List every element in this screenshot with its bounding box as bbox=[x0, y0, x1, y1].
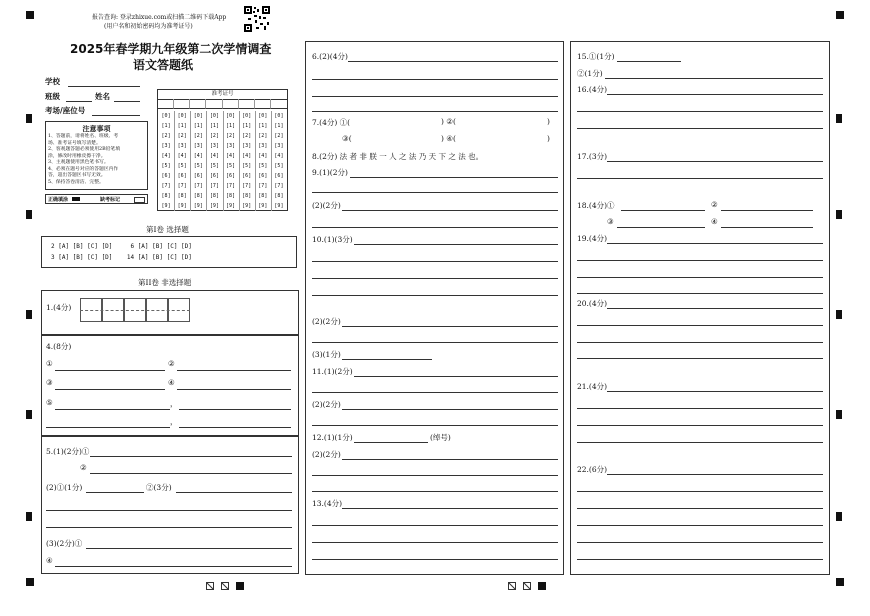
exam-id-bubble[interactable]: [1] bbox=[242, 123, 252, 129]
exam-id-bubble[interactable]: [8] bbox=[193, 193, 203, 199]
answer-line[interactable] bbox=[577, 178, 823, 179]
question-22-label: 22.(6分) bbox=[577, 465, 608, 474]
exam-id-bubble[interactable]: [3] bbox=[242, 143, 252, 149]
exam-id-bubble[interactable]: [5] bbox=[242, 163, 252, 169]
exam-id-bubble[interactable]: [2] bbox=[193, 133, 203, 139]
corner-mark bbox=[26, 11, 34, 19]
exam-id-bubble[interactable]: [3] bbox=[258, 143, 268, 149]
report-notice: 报告查询: 登录zhixue.com或扫描二维码下载App bbox=[92, 14, 227, 21]
exam-id-bubble[interactable]: [8] bbox=[274, 193, 284, 199]
fill-legend bbox=[45, 194, 148, 204]
question-7-label: 7.(4分) ①( bbox=[312, 118, 351, 127]
answer-line[interactable] bbox=[342, 409, 558, 410]
answer-line[interactable] bbox=[342, 459, 558, 460]
answer-line[interactable] bbox=[342, 359, 432, 360]
answer-line[interactable] bbox=[179, 427, 291, 428]
exam-id-bubble[interactable]: [6] bbox=[274, 173, 284, 179]
answer-line[interactable] bbox=[621, 210, 705, 211]
answer-line[interactable] bbox=[721, 227, 813, 228]
notes-line: 2、客观题答题必须使用2B铅笔填 bbox=[48, 147, 120, 152]
exam-id-bubble[interactable]: [6] bbox=[161, 173, 171, 179]
q5-item: ④ bbox=[46, 556, 53, 565]
exam-id-bubble[interactable]: [4] bbox=[226, 153, 236, 159]
exam-id-bubble[interactable]: [9] bbox=[226, 203, 236, 209]
answer-line[interactable] bbox=[577, 277, 823, 278]
exam-id-bubble[interactable]: [5] bbox=[258, 163, 268, 169]
exam-id-bubble[interactable]: [1] bbox=[177, 123, 187, 129]
exam-id-column bbox=[223, 111, 240, 211]
question-1-box bbox=[41, 290, 299, 335]
answer-line[interactable] bbox=[177, 370, 291, 371]
class-label: 班级 bbox=[45, 92, 60, 101]
question-21-label: 21.(4分) bbox=[577, 382, 608, 391]
name-label: 姓名 bbox=[95, 92, 110, 101]
question-18-label: 18.(4分)① bbox=[577, 201, 615, 210]
exam-id-bubble[interactable]: [9] bbox=[274, 203, 284, 209]
answer-line[interactable] bbox=[577, 128, 823, 129]
answer-line[interactable] bbox=[312, 491, 558, 492]
answer-line[interactable] bbox=[55, 566, 292, 567]
edge-mark bbox=[26, 210, 32, 219]
exam-id-column bbox=[190, 111, 207, 211]
edge-mark bbox=[26, 512, 32, 521]
crossed-square-icon bbox=[523, 582, 531, 590]
answer-line[interactable] bbox=[312, 192, 558, 193]
exam-id-bubble[interactable]: [1] bbox=[193, 123, 203, 129]
exam-id-bubble[interactable]: [4] bbox=[209, 153, 219, 159]
correct-fill-label: 正确填涂 bbox=[48, 197, 69, 203]
exam-id-bubble[interactable]: [8] bbox=[161, 193, 171, 199]
exam-id-digit-box[interactable] bbox=[174, 99, 190, 109]
exam-id-column bbox=[174, 111, 191, 211]
exam-id-bubble[interactable]: [2] bbox=[242, 133, 252, 139]
notes-line: 答，超出答题区书写无效。 bbox=[48, 173, 106, 178]
exam-id-bubble[interactable]: [2] bbox=[209, 133, 219, 139]
choice-box bbox=[41, 236, 297, 268]
q4-item: ① bbox=[46, 359, 53, 368]
answer-line[interactable] bbox=[605, 78, 823, 79]
exam-id-bubble[interactable]: [4] bbox=[161, 153, 171, 159]
answer-line[interactable] bbox=[46, 510, 292, 511]
answer-line[interactable] bbox=[577, 111, 823, 112]
exam-id-bubble[interactable]: [3] bbox=[193, 143, 203, 149]
q7-paren: ) ②( bbox=[441, 117, 456, 126]
right-answer-area bbox=[570, 41, 830, 575]
exam-id-bubble[interactable]: [8] bbox=[258, 193, 268, 199]
section1-title: 第I卷 选择题 bbox=[146, 225, 189, 234]
answer-line[interactable] bbox=[350, 177, 558, 178]
answer-line[interactable] bbox=[348, 61, 558, 62]
exam-id-bubble[interactable]: [5] bbox=[226, 163, 236, 169]
q5-item: ②(3分) bbox=[146, 483, 172, 492]
q18-item: ② bbox=[711, 200, 718, 209]
question-13-label: 13.(4分) bbox=[312, 499, 343, 508]
section2-title: 第II卷 非选择题 bbox=[138, 278, 192, 287]
edge-mark bbox=[26, 310, 32, 319]
exam-id-bubble[interactable]: [9] bbox=[177, 203, 187, 209]
notes-line: 5、保持答卷清洁、完整。 bbox=[48, 179, 104, 185]
answer-line[interactable] bbox=[312, 79, 558, 80]
answer-line[interactable] bbox=[312, 96, 558, 97]
edge-mark bbox=[836, 310, 842, 319]
answer-line[interactable] bbox=[177, 389, 291, 390]
exam-id-bubble[interactable]: [3] bbox=[177, 143, 187, 149]
answer-line[interactable] bbox=[577, 491, 823, 492]
exam-id-column bbox=[271, 111, 287, 211]
corner-mark bbox=[836, 11, 844, 19]
edge-mark bbox=[26, 114, 32, 123]
answer-line[interactable] bbox=[312, 475, 558, 476]
exam-id-digit-box[interactable] bbox=[158, 99, 174, 109]
room-seat-field[interactable] bbox=[92, 115, 140, 116]
filled-square-icon bbox=[538, 582, 546, 590]
answer-line[interactable] bbox=[577, 358, 823, 359]
exam-id-bubble[interactable]: [4] bbox=[193, 153, 203, 159]
exam-id-bubble[interactable]: [3] bbox=[161, 143, 171, 149]
exam-id-bubble[interactable]: [2] bbox=[226, 133, 236, 139]
q4-item: ② bbox=[168, 359, 175, 368]
answer-line[interactable] bbox=[577, 408, 823, 409]
answer-line[interactable] bbox=[577, 325, 823, 326]
exam-id-digit-box[interactable] bbox=[271, 99, 287, 109]
exam-id-bubble[interactable]: [9] bbox=[258, 203, 268, 209]
exam-id-bubble[interactable]: [5] bbox=[209, 163, 219, 169]
question-8-label: 8.(2分) 法 者 非 朕 一 人 之 法 乃 天 下 之 法 也。 bbox=[312, 152, 484, 161]
exam-id-bubble[interactable]: [7] bbox=[226, 183, 236, 189]
question-1-label: 1.(4分) bbox=[46, 303, 72, 312]
answer-line[interactable] bbox=[312, 425, 558, 426]
school-field[interactable] bbox=[68, 86, 140, 87]
answer-line[interactable] bbox=[312, 542, 558, 543]
notes-line: 4、必须在题号对应的答题区内作 bbox=[48, 166, 119, 172]
question-12-2-label: (2)(2分) bbox=[312, 450, 341, 459]
comma: ， bbox=[170, 417, 178, 426]
exam-id-bubble[interactable]: [9] bbox=[193, 203, 203, 209]
page-subtitle: 语文答题纸 bbox=[133, 58, 194, 72]
edge-mark bbox=[836, 410, 842, 419]
exam-id-bubble[interactable]: [6] bbox=[193, 173, 203, 179]
exam-id-bubble[interactable]: [2] bbox=[258, 133, 268, 139]
q18-item: ④ bbox=[711, 217, 718, 226]
comma: ， bbox=[170, 399, 178, 408]
exam-id-column bbox=[239, 111, 256, 211]
answer-line[interactable] bbox=[55, 389, 165, 390]
question-4-box bbox=[41, 335, 299, 436]
edge-mark bbox=[836, 114, 842, 123]
char-box-guide bbox=[80, 310, 190, 311]
answer-line[interactable] bbox=[312, 559, 558, 560]
exam-id-bubble[interactable]: [3] bbox=[274, 143, 284, 149]
answer-line[interactable] bbox=[55, 409, 170, 410]
exam-id-bubble[interactable]: [4] bbox=[177, 153, 187, 159]
question-12-1-label: 12.(1)(1分) bbox=[312, 433, 353, 442]
exam-id-bubble[interactable]: [6] bbox=[177, 173, 187, 179]
question-10-2-label: (2)(2分) bbox=[312, 317, 341, 326]
exam-id-bubble[interactable]: [1] bbox=[258, 123, 268, 129]
answer-line[interactable] bbox=[617, 227, 705, 228]
absent-mark-label: 缺考标记 bbox=[100, 197, 121, 203]
answer-line[interactable] bbox=[46, 527, 292, 528]
exam-id-bubble[interactable]: [9] bbox=[242, 203, 252, 209]
corner-mark bbox=[836, 578, 844, 586]
exam-id-bubble[interactable]: [0] bbox=[209, 113, 219, 119]
exam-id-bubble[interactable]: [2] bbox=[161, 133, 171, 139]
notes-line: 涂，修改时用橡皮擦干净。 bbox=[48, 153, 106, 159]
school-label: 学校 bbox=[45, 77, 60, 86]
exam-id-bubble[interactable]: [4] bbox=[258, 153, 268, 159]
exam-id-bubble[interactable]: [0] bbox=[177, 113, 187, 119]
name-field[interactable] bbox=[114, 101, 140, 102]
answer-line[interactable] bbox=[607, 161, 823, 162]
answer-line[interactable] bbox=[721, 210, 813, 211]
notes-box bbox=[45, 121, 148, 190]
answer-line[interactable] bbox=[577, 508, 823, 509]
answer-line[interactable] bbox=[46, 427, 170, 428]
exam-id-bubble[interactable]: [0] bbox=[274, 113, 284, 119]
question-11-1-label: 11.(1)(2分) bbox=[312, 367, 353, 376]
answer-line[interactable] bbox=[312, 111, 558, 112]
answer-line[interactable] bbox=[179, 409, 291, 410]
q4-item: ③ bbox=[46, 378, 53, 387]
answer-line[interactable] bbox=[577, 260, 823, 261]
crossed-square-icon bbox=[206, 582, 214, 590]
question-5-box bbox=[41, 436, 299, 574]
exam-id-bubble[interactable]: [6] bbox=[242, 173, 252, 179]
exam-id-bubble[interactable]: [7] bbox=[209, 183, 219, 189]
answer-line[interactable] bbox=[342, 508, 558, 509]
notes-title: 注意事项 bbox=[82, 125, 111, 133]
notes-line: 3、主观题使用黑色笔书写。 bbox=[48, 160, 109, 165]
answer-line[interactable] bbox=[312, 227, 558, 228]
answer-line[interactable] bbox=[607, 243, 823, 244]
q7-item: ③( bbox=[342, 134, 352, 143]
answer-line[interactable] bbox=[312, 278, 558, 279]
exam-id-bubble[interactable]: [7] bbox=[258, 183, 268, 189]
answer-line[interactable] bbox=[617, 61, 681, 62]
exam-id-bubble[interactable]: [1] bbox=[226, 123, 236, 129]
notes-line: 场、准考证号填写清楚。 bbox=[48, 140, 101, 146]
answer-line[interactable] bbox=[577, 342, 823, 343]
notes-line: 1、答题前，请将姓名、班级、考 bbox=[48, 134, 119, 139]
login-notice: (用户名和初始密码均为准考证号) bbox=[104, 23, 193, 30]
exam-id-bubble[interactable]: [3] bbox=[226, 143, 236, 149]
page-title: 2025年春学期九年级第二次学情调查 bbox=[70, 42, 272, 56]
exam-id-bubble[interactable]: [1] bbox=[161, 123, 171, 129]
exam-id-bubble[interactable]: [6] bbox=[209, 173, 219, 179]
exam-id-bubble[interactable]: [9] bbox=[209, 203, 219, 209]
exam-id-bubble[interactable]: [0] bbox=[242, 113, 252, 119]
exam-id-bubble[interactable]: [2] bbox=[177, 133, 187, 139]
exam-id-bubble[interactable]: [8] bbox=[177, 193, 187, 199]
exam-id-bubble[interactable]: [6] bbox=[258, 173, 268, 179]
exam-id-bubble[interactable]: [2] bbox=[274, 133, 284, 139]
exam-id-digit-box[interactable] bbox=[190, 99, 206, 109]
answer-line[interactable] bbox=[312, 525, 558, 526]
answer-line[interactable] bbox=[354, 244, 558, 245]
exam-id-bubble[interactable]: [0] bbox=[226, 113, 236, 119]
exam-id-bubble[interactable]: [7] bbox=[242, 183, 252, 189]
exam-id-digit-box[interactable] bbox=[239, 99, 255, 109]
exam-id-column bbox=[158, 111, 175, 211]
q7-paren: ) bbox=[547, 117, 550, 126]
exam-id-bubble[interactable]: [1] bbox=[209, 123, 219, 129]
answer-line[interactable] bbox=[312, 392, 558, 393]
exam-id-bubble[interactable]: [8] bbox=[209, 193, 219, 199]
answer-line[interactable] bbox=[176, 492, 292, 493]
q4-item: ④ bbox=[168, 378, 175, 387]
question-16-label: 16.(4分) bbox=[577, 85, 608, 94]
question-19-label: 19.(4分) bbox=[577, 234, 608, 243]
answer-line[interactable] bbox=[607, 94, 823, 95]
exam-id-digit-box[interactable] bbox=[206, 99, 222, 109]
exam-id-bubble[interactable]: [0] bbox=[258, 113, 268, 119]
answer-line[interactable] bbox=[55, 370, 165, 371]
answer-line[interactable] bbox=[312, 342, 558, 343]
choice-row[interactable]: 3 [A] [B] [C] [D] 14 [A] [B] [C] [D] bbox=[51, 254, 192, 261]
answer-line[interactable] bbox=[90, 473, 292, 474]
question-9-1-label: 9.(1)(2分) bbox=[312, 168, 348, 177]
exam-id-label: 准考证号 bbox=[158, 90, 287, 100]
answer-line[interactable] bbox=[577, 293, 823, 294]
correct-fill-sample bbox=[72, 197, 80, 201]
middle-answer-area bbox=[305, 41, 564, 575]
exam-id-bubble[interactable]: [7] bbox=[161, 183, 171, 189]
answer-line[interactable] bbox=[354, 376, 558, 377]
q7-paren: ) ④( bbox=[441, 134, 456, 143]
exam-id-bubble[interactable]: [3] bbox=[209, 143, 219, 149]
q12-suffix: (绰号) bbox=[430, 433, 451, 442]
question-10-3-label: (3)(1分) bbox=[312, 350, 341, 359]
exam-id-bubble[interactable]: [7] bbox=[274, 183, 284, 189]
answer-line[interactable] bbox=[577, 442, 823, 443]
answer-line[interactable] bbox=[90, 456, 292, 457]
question-5-1-label: 5.(1)(2分)① bbox=[46, 447, 90, 456]
edge-mark bbox=[26, 410, 32, 419]
answer-line[interactable] bbox=[577, 525, 823, 526]
exam-id-bubble[interactable]: [6] bbox=[226, 173, 236, 179]
exam-id-bubble[interactable]: [8] bbox=[242, 193, 252, 199]
question-4-label: 4.(8分) bbox=[46, 342, 72, 351]
room-seat-label: 考场/座位号 bbox=[45, 106, 86, 115]
edge-mark bbox=[836, 210, 842, 219]
answer-line[interactable] bbox=[342, 210, 558, 211]
q7-paren: ) bbox=[547, 134, 550, 143]
qr-code bbox=[244, 6, 270, 32]
q5-item: ② bbox=[80, 463, 87, 472]
answer-line[interactable] bbox=[607, 474, 823, 475]
answer-line[interactable] bbox=[342, 326, 558, 327]
q18-item: ③ bbox=[607, 217, 614, 226]
exam-id-bubble[interactable]: [8] bbox=[226, 193, 236, 199]
exam-id-bubble[interactable]: [0] bbox=[193, 113, 203, 119]
answer-line[interactable] bbox=[577, 425, 823, 426]
answer-line[interactable] bbox=[86, 548, 292, 549]
exam-id-bubble[interactable]: [9] bbox=[161, 203, 171, 209]
question-9-2-label: (2)(2分) bbox=[312, 201, 341, 210]
question-17-label: 17.(3分) bbox=[577, 152, 608, 161]
exam-id-bubble[interactable]: [5] bbox=[177, 163, 187, 169]
crossed-square-icon bbox=[508, 582, 516, 590]
class-field[interactable] bbox=[66, 101, 92, 102]
exam-id-column bbox=[255, 111, 272, 211]
exam-id-bubble[interactable]: [4] bbox=[242, 153, 252, 159]
answer-line[interactable] bbox=[577, 542, 823, 543]
edge-mark bbox=[836, 512, 842, 521]
exam-id-bubble[interactable]: [1] bbox=[274, 123, 284, 129]
answer-line[interactable] bbox=[607, 391, 823, 392]
question-15-1-label: 15.①(1分) bbox=[577, 52, 615, 61]
exam-id-column bbox=[206, 111, 223, 211]
exam-id-bubble[interactable]: [7] bbox=[193, 183, 203, 189]
question-5-2-label: (2)①(1分) bbox=[46, 483, 83, 492]
exam-id-bubble[interactable]: [5] bbox=[274, 163, 284, 169]
answer-line[interactable] bbox=[577, 559, 823, 560]
exam-id-grid bbox=[157, 89, 288, 211]
question-11-2-label: (2)(2分) bbox=[312, 400, 341, 409]
exam-id-bubble[interactable]: [5] bbox=[161, 163, 171, 169]
exam-id-bubble[interactable]: [0] bbox=[161, 113, 171, 119]
exam-id-digit-box[interactable] bbox=[255, 99, 271, 109]
exam-id-bubble[interactable]: [5] bbox=[193, 163, 203, 169]
question-20-label: 20.(4分) bbox=[577, 299, 608, 308]
answer-line[interactable] bbox=[312, 295, 558, 296]
filled-square-icon bbox=[236, 582, 244, 590]
exam-id-digit-box[interactable] bbox=[223, 99, 239, 109]
question-15-2-label: ②(1分) bbox=[577, 69, 603, 78]
exam-id-bubble[interactable]: [4] bbox=[274, 153, 284, 159]
answer-line[interactable] bbox=[607, 308, 823, 309]
exam-id-bubble[interactable]: [7] bbox=[177, 183, 187, 189]
crossed-square-icon bbox=[221, 582, 229, 590]
question-5-3-label: (3)(2分)① bbox=[46, 539, 83, 548]
answer-line[interactable] bbox=[86, 492, 144, 493]
corner-mark bbox=[26, 578, 34, 586]
choice-row[interactable]: 2 [A] [B] [C] [D] 6 [A] [B] [C] [D] bbox=[51, 243, 192, 250]
question-6-2-label: 6.(2)(4分) bbox=[312, 52, 348, 61]
absent-mark-checkbox[interactable] bbox=[134, 197, 145, 203]
question-10-1-label: 10.(1)(3分) bbox=[312, 235, 353, 244]
answer-line[interactable] bbox=[312, 261, 558, 262]
q4-item: ⑤ bbox=[46, 398, 53, 407]
answer-line[interactable] bbox=[354, 442, 428, 443]
